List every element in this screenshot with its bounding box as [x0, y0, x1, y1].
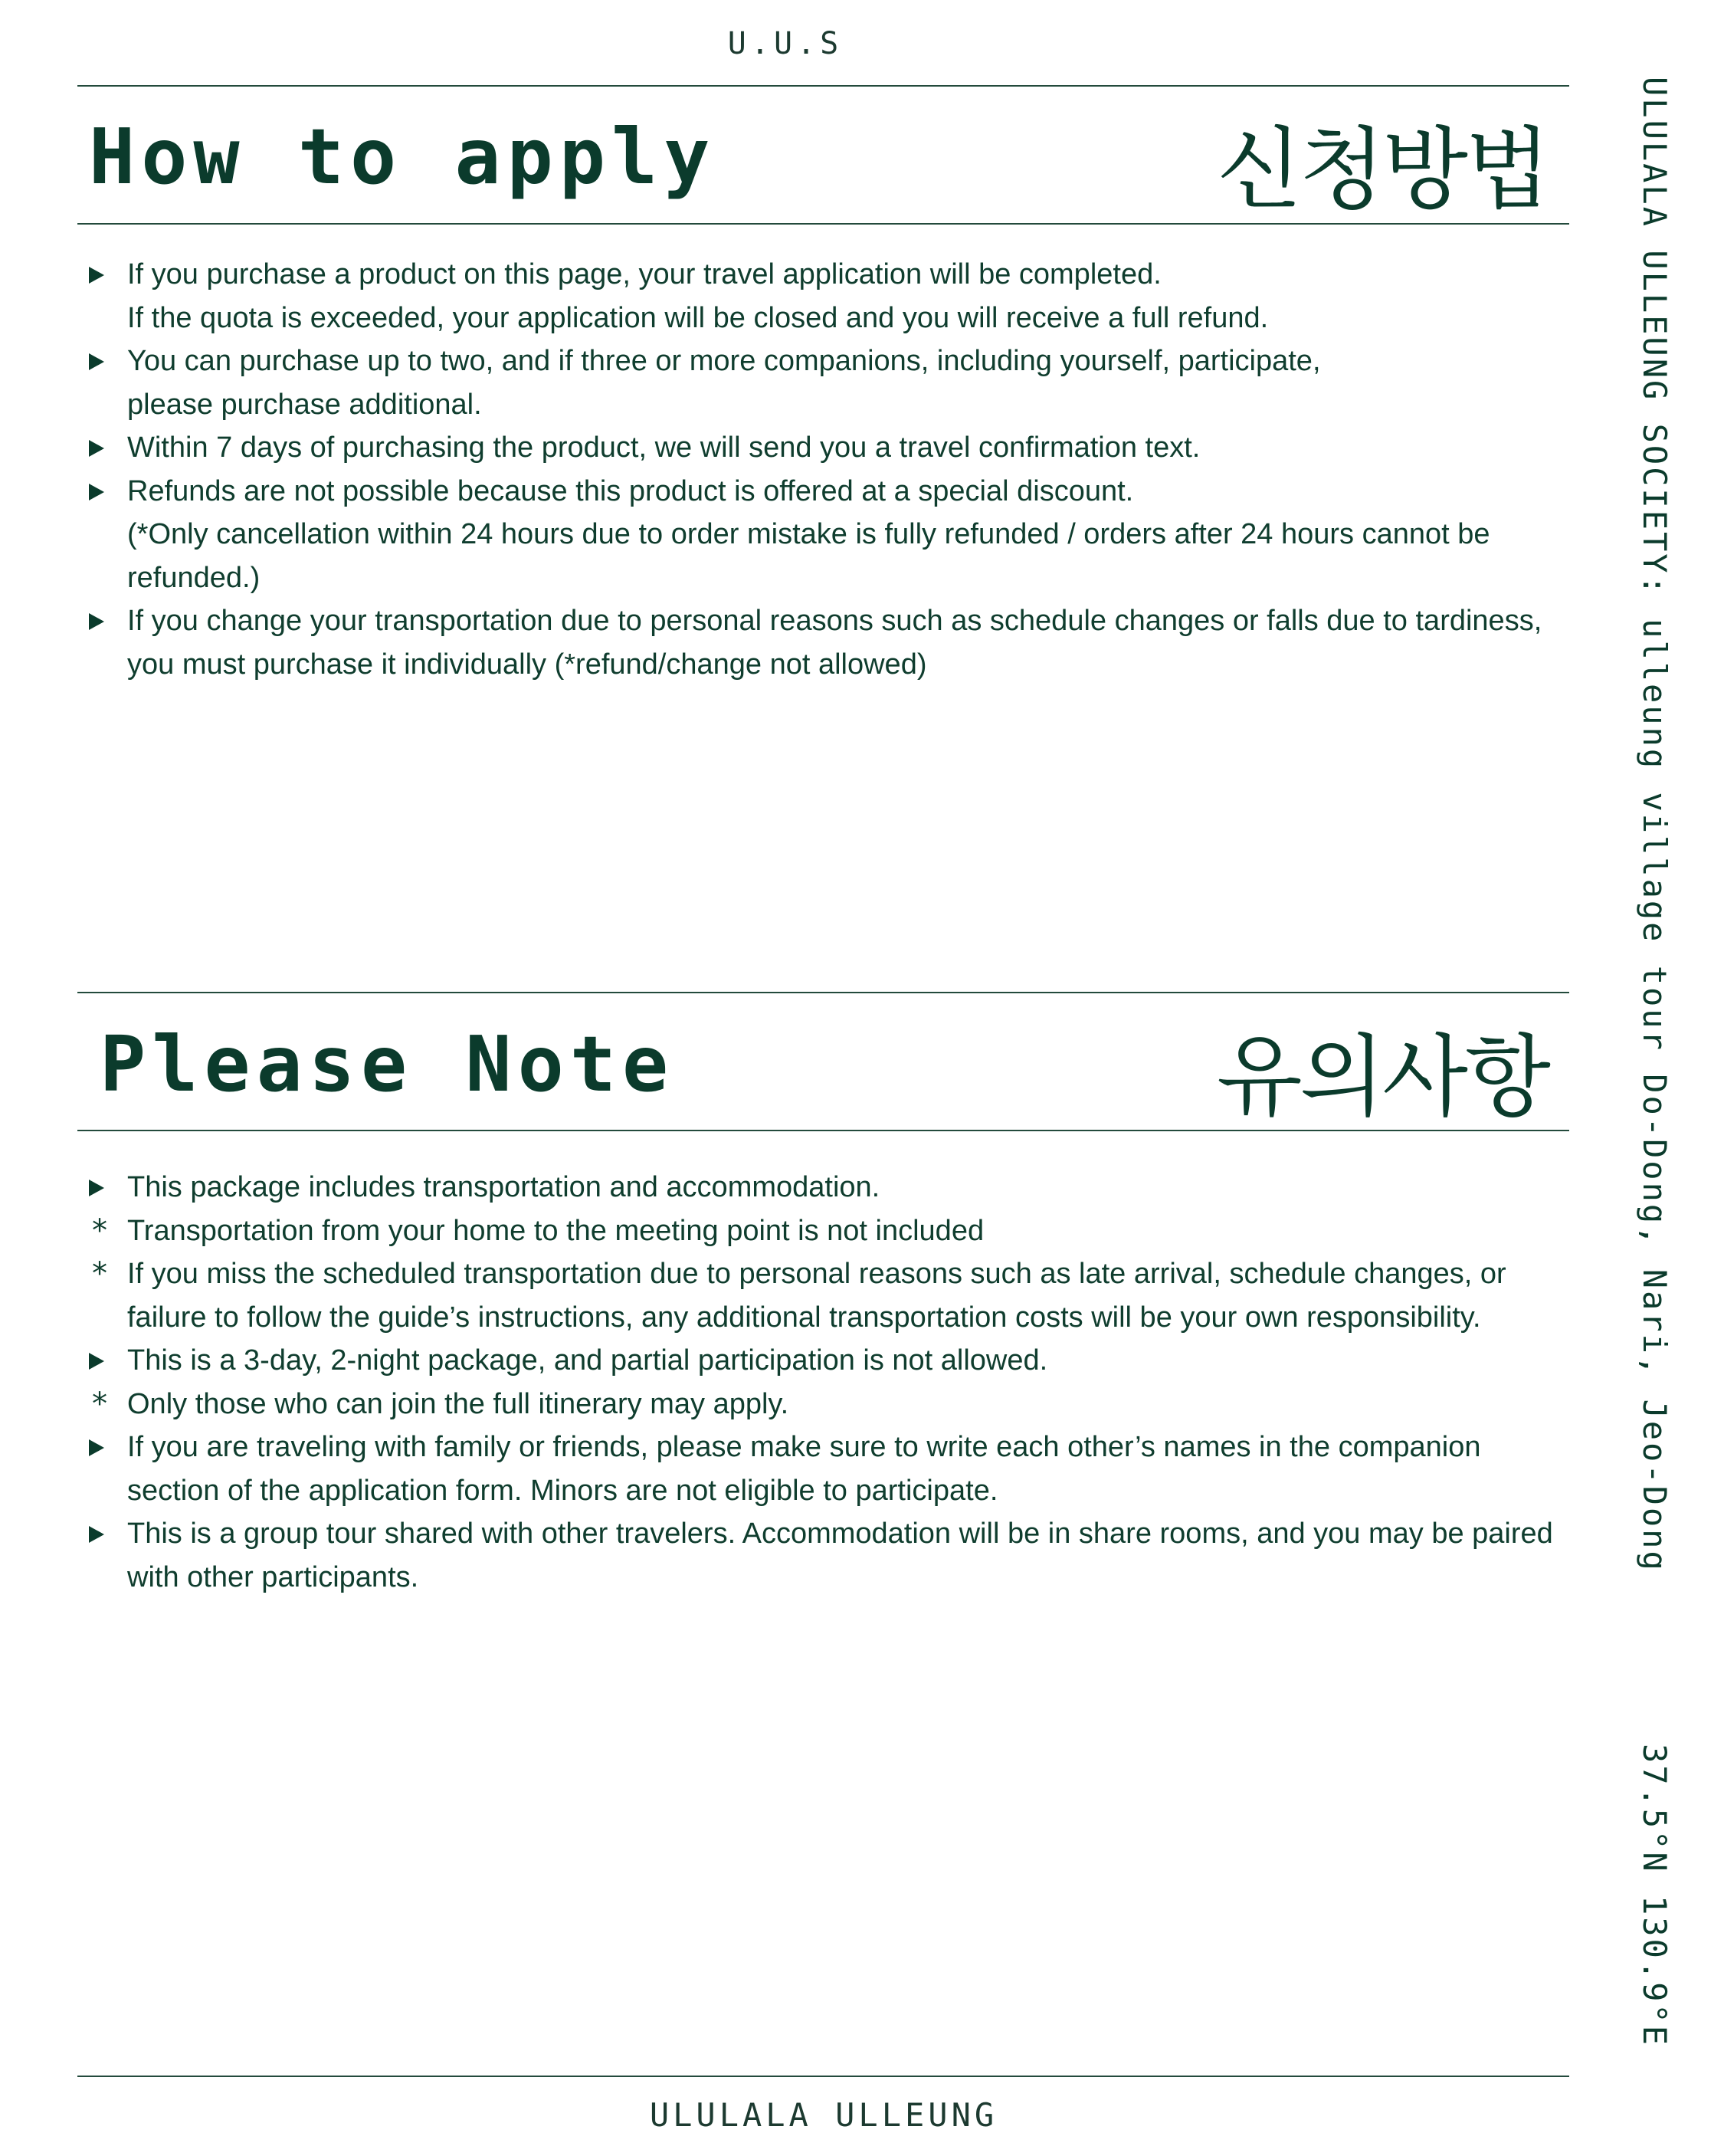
list-item: [89, 1512, 1575, 1599]
item-text-line: refunded.): [127, 561, 261, 594]
triangle-shape: [89, 267, 104, 284]
header-brand: U.U.S: [727, 26, 844, 61]
item-text-line: This is a 3-day, 2-night package, and partial participation is not allowed.: [127, 1344, 1048, 1377]
item-text-line: Transportation from your home to the meeting point is not included: [127, 1214, 985, 1247]
triangle-shape: [89, 440, 104, 457]
triangle-bullet-icon: [89, 426, 112, 470]
item-text-line: If you miss the scheduled transportation due to personal reasons such as late arrival, schedule changes, or: [127, 1258, 1506, 1290]
list-item: [89, 1252, 1575, 1339]
asterisk-glyph: *: [90, 1386, 110, 1422]
triangle-shape: [89, 1526, 104, 1543]
list-item: [89, 253, 1575, 340]
please-note-title: Please Note: [100, 1019, 675, 1109]
divider: [77, 85, 1569, 87]
how-to-apply-list: [89, 253, 1575, 686]
divider: [77, 1130, 1569, 1131]
triangle-bullet-icon: [89, 1166, 112, 1209]
item-text-line: If you purchase a product on this page, your travel application will be completed.: [127, 258, 1162, 290]
item-text-line: section of the application form. Minors are not eligible to participate.: [127, 1474, 998, 1507]
triangle-shape: [89, 1180, 104, 1196]
triangle-shape: [89, 1439, 104, 1456]
list-item: [89, 340, 1575, 426]
divider: [77, 223, 1569, 225]
list-item: [89, 1166, 1575, 1209]
item-text-line: with other participants.: [127, 1560, 419, 1593]
how-to-apply-title-korean: 신청방법: [1216, 118, 1548, 222]
side-coordinates: 37.5°N 130.9°E: [1636, 1744, 1673, 2048]
list-item: [89, 426, 1575, 470]
please-note-list: [89, 1166, 1575, 1599]
list-item: [89, 1383, 1575, 1426]
list-item: [89, 1426, 1575, 1512]
triangle-bullet-icon: [89, 1426, 112, 1469]
item-text-line: You can purchase up to two, and if three or more companions, including yourself, participate,: [127, 345, 1321, 377]
item-text-line: This package includes transportation and accommodation.: [127, 1171, 880, 1203]
triangle-shape: [89, 1353, 104, 1370]
footer-brand: ULULALA ULLEUNG: [649, 2096, 998, 2134]
please-note-title-korean: 유의사항: [1216, 1025, 1548, 1129]
list-item: [89, 599, 1575, 686]
item-text-line: If you change your transportation due to personal reasons such as schedule changes or falls due to tardiness,: [127, 605, 1542, 637]
item-text-line: you must purchase it individually (*refund/change not allowed): [127, 648, 927, 681]
triangle-bullet-icon: [89, 253, 112, 297]
triangle-bullet-icon: [89, 599, 112, 643]
side-tagline: ULULALA ULLEUNG SOCIETY: ulleung village tour Do-Dong, Nari, Jeo-Dong: [1636, 77, 1673, 1573]
divider: [77, 2076, 1569, 2077]
item-text-line: failure to follow the guide’s instructions, any additional transportation costs will be your own responsibility.: [127, 1301, 1481, 1334]
triangle-bullet-icon: [89, 340, 112, 383]
triangle-bullet-icon: [89, 1512, 112, 1556]
triangle-shape: [89, 613, 104, 630]
list-item: [89, 470, 1575, 600]
item-text-line: please purchase additional.: [127, 388, 482, 421]
item-text-line: Within 7 days of purchasing the product, we will send you a travel confirmation text.: [127, 432, 1201, 464]
asterisk-icon: [89, 1209, 112, 1254]
item-text-line: Refunds are not possible because this product is offered at a special discount.: [127, 474, 1134, 507]
triangle-shape: [89, 484, 104, 500]
triangle-bullet-icon: [89, 470, 112, 514]
divider: [77, 992, 1569, 993]
triangle-bullet-icon: [89, 1339, 112, 1383]
asterisk-icon: [89, 1252, 112, 1297]
list-item: [89, 1209, 1575, 1253]
item-text-line: (*Only cancellation within 24 hours due to order mistake is fully refunded / orders after 24 hours cannot be: [127, 518, 1490, 550]
list-item: [89, 1339, 1575, 1383]
item-text-line: If the quota is exceeded, your application will be closed and you will receive a full refund.: [127, 301, 1269, 334]
asterisk-glyph: *: [90, 1213, 110, 1249]
triangle-shape: [89, 353, 104, 370]
asterisk-icon: [89, 1383, 112, 1427]
item-text-line: If you are traveling with family or friends, please make sure to write each other’s names in the companion: [127, 1431, 1481, 1463]
how-to-apply-title: How to apply: [89, 112, 716, 202]
item-text-line: This is a group tour shared with other travelers. Accommodation will be in share rooms, and you may be paired: [127, 1518, 1553, 1550]
item-text-line: Only those who can join the full itinerary may apply.: [127, 1387, 789, 1420]
asterisk-glyph: *: [90, 1256, 110, 1291]
